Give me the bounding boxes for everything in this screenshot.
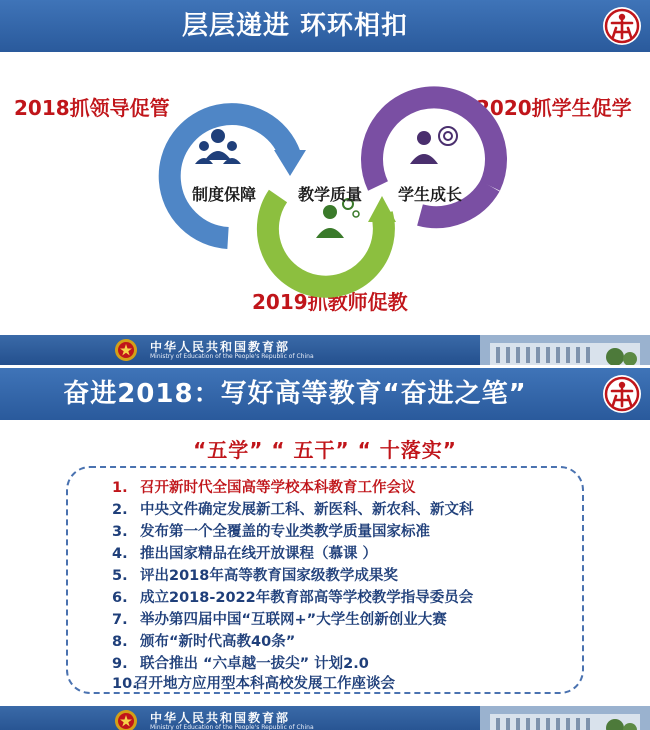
- student-target-icon: [410, 127, 457, 164]
- green-arrowhead: [368, 196, 396, 222]
- building-image: [480, 706, 650, 730]
- ministry-name-en: Ministry of Education of the People's Republic of China: [150, 353, 314, 360]
- national-emblem-icon: [114, 338, 138, 362]
- label-2019: 2019抓教师促教: [252, 290, 408, 314]
- slide-title: 奋进2018：写好高等教育“奋进之笔”: [63, 379, 527, 409]
- node-institution: 制度保障: [192, 185, 257, 204]
- slide-progress-2018: [0, 368, 650, 730]
- list-item: 8. 颁布“新时代高教40条”: [112, 634, 296, 650]
- ministry-name-en: Ministry of Education of the People's Republic of China: [150, 724, 314, 730]
- list-item: 10.召开地方应用型本科高校发展工作座谈会: [112, 676, 395, 692]
- blue-arrowhead: [274, 150, 306, 176]
- building-image: [480, 335, 650, 365]
- label-2018: 2018抓领导促管: [14, 96, 170, 120]
- list-item: 4. 推出国家精品在线开放课程（慕课 ）: [112, 546, 378, 562]
- list-item: 9. 联合推出 “六卓越一拔尖” 计划2.0: [112, 656, 369, 672]
- list-item: 7. 举办第四届中国“互联网+”大学生创新创业大赛: [112, 612, 447, 628]
- footer-bar: [0, 706, 650, 730]
- title-bar: [0, 368, 650, 420]
- label-2020: 2020抓学生促学: [476, 96, 632, 120]
- list-item: 2. 中央文件确定发展新工科、新医科、新农科、新文科: [112, 502, 474, 518]
- node-quality: 教学质量: [298, 185, 363, 204]
- slide-subtitle: “五学” “ 五干” “ 十落实”: [193, 438, 457, 462]
- slide-title: 层层递进 环环相扣: [181, 11, 409, 41]
- purple-arc: [372, 97, 496, 186]
- list-item: 5. 评出2018年高等教育国家级教学成果奖: [112, 568, 398, 584]
- list-item: 3. 发布第一个全覆盖的专业类教学质量国家标准: [112, 524, 430, 540]
- ministry-name: 中华人民共和国教育部: [150, 340, 291, 354]
- national-emblem-icon: [114, 709, 138, 730]
- list-item: 6. 成立2018-2022年教育部高等学校教学指导委员会: [112, 590, 474, 606]
- node-growth: 学生成长: [398, 185, 463, 204]
- ministry-name: 中华人民共和国教育部: [150, 711, 291, 725]
- footer-bar: [0, 335, 650, 365]
- logo-icon: [602, 374, 642, 414]
- list-item: 1. 召开新时代全国高等学校本科教育工作会议: [112, 480, 416, 496]
